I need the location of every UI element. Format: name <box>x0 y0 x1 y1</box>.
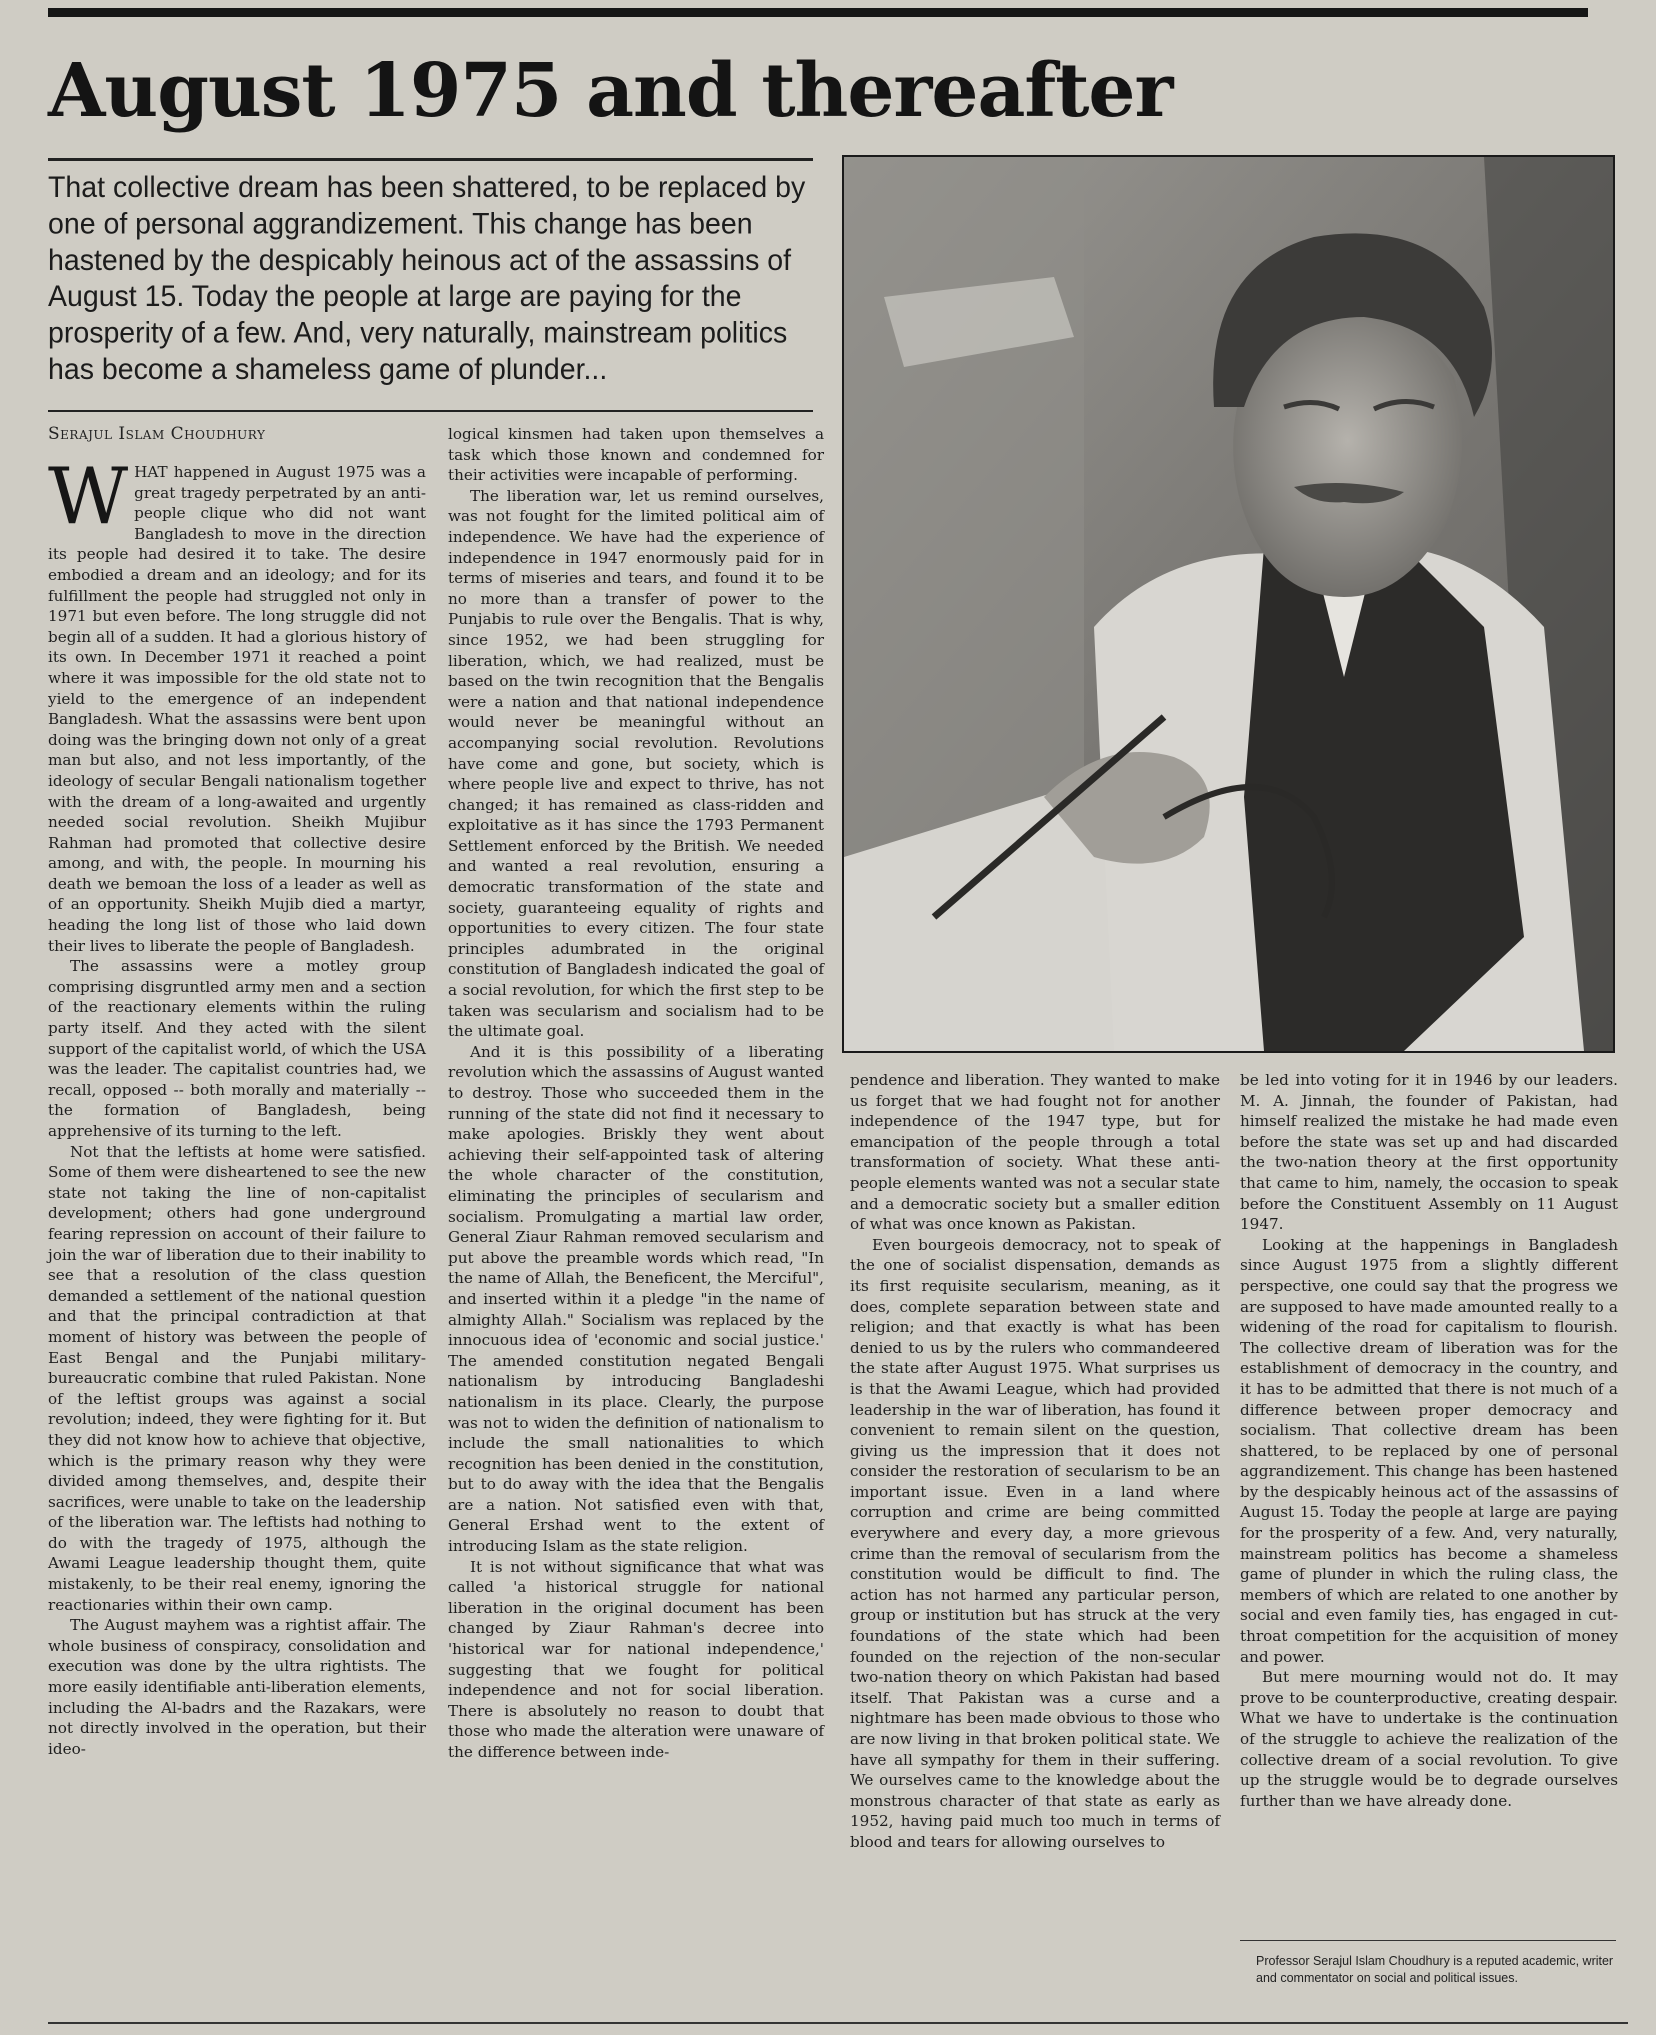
byline: Serajul Islam Choudhury <box>48 424 266 444</box>
deck: That collective dream has been shattered, to be replaced by one of personal aggrandizement. This change has been hastened by the despicably heinous act of the assassins of August 15. Today the people at large are paying for the prosperity of a few. And, very naturally, mainstream politics has become a shameless game of plunder... <box>48 171 806 387</box>
paragraph-1-4: The August mayhem was a rightist affair. The whole business of conspiracy, consolidation and execution was done by the ultra rightists. The more easily identifiable anti-liberation elements, including the Al-badrs and the Razakars, were not directly involved in the operation, but their ideo- <box>48 1616 426 1758</box>
author-credit: Professor Serajul Islam Choudhury is a reputed academic, writer and commentator on social and political issues. <box>1256 1954 1614 1985</box>
credit-rule <box>1240 1940 1616 1941</box>
paragraph-3-1: pendence and liberation. They wanted to make us forget that we had fought not for another independence of the 1947 type, but for emancipation of the people through a total transformation of society. What these anti-people elements wanted was not a secular state and a democratic society but a smaller edition of what was once known as Pakistan. <box>850 1071 1220 1234</box>
column-4 <box>1240 1070 1618 1811</box>
paragraph-3-2: Even bourgeois democracy, not to speak of the one of socialist dispensation, demands as its first requisite secularism, meaning, as it does, complete separation between state and religion; and that exactly is what has been denied to us by the rulers who commandeered the state after August 1975. What surprises us is that the Awami League, which had provided leadership in the war of liberation, has found it convenient to remain silent on the question, giving us the impression that it does not consider the restoration of secularism to be an important issue. Even in a land where corruption and crime are being committed everywhere and every day, a more grievous crime than the removal of secularism from the constitution would be difficult to find. The action has not harmed any particular person, group or institution but has struck at the very foundations of the state which had been founded on the rejection of the non-secular two-nation theory on which Pakistan had based itself. That Pakistan was a curse and a nightmare has been made obvious to those who are now living in that broken political state. We have all sympathy for them in their suffering. We ourselves came to the knowledge about the monstrous character of that state as early as 1952, having paid much too much in terms of blood and tears for allowing ourselves to <box>850 1235 1220 1851</box>
column-1 <box>48 452 426 1759</box>
drop-cap: W <box>48 452 129 542</box>
portrait-photo <box>842 155 1615 1053</box>
paragraph-4-1: be led into voting for it in 1946 by our leaders. M. A. Jinnah, the founder of Pakistan, had himself realized the mistake he had made even before the state was set up and had discarded the two-nation theory at the first opportunity that came to him, namely, the occasion to speak before the Constituent Assembly on 11 August 1947. <box>1240 1071 1618 1234</box>
bottom-rule <box>48 2022 1628 2024</box>
paragraph-4-2: Looking at the happenings in Bangladesh since August 1975 from a slightly different perspective, one could say that the progress we are supposed to have made amounted really to a widening of the road for capitalism to flourish. The collective dream of liberation was for the establishment of democracy in the country, and it has to be admitted that there is not much of a difference between proper democracy and socialism. That collective dream has been shattered, to be replaced by one of personal aggrandizement. This change has been hastened by the despicably heinous act of the assassins of August 15. Today the people at large are paying for the prosperity of a few. And, very naturally, mainstream politics has become a shameless game of plunder in which the ruling class, the members of which are related to one another by social and even family ties, has engaged in cut-throat competition for the acquisition of money and power. <box>1240 1235 1618 1666</box>
deck-rule-top <box>48 158 813 161</box>
column-3 <box>850 1070 1220 1853</box>
headline: August 1975 and thereafter <box>48 48 1173 134</box>
paragraph-2-4: It is not without significance that what was called 'a historical struggle for national liberation in the original document has been changed by Ziaur Rahman's decree into 'historical war for national independence,' suggesting that we fought for political independence and not for social liberation. There is absolutely no reason to doubt that those who made the alteration were unaware of the difference between inde- <box>448 1557 824 1761</box>
paragraph-1-3: Not that the leftists at home were satisfied. Some of them were disheartened to see the new state not taking the line of non-capitalist development; others had gone underground fearing repression on account of their failure to join the war of liberation due to their inability to see that a resolution of the class question demanded a settlement of the national question and that the principal contradiction at that moment of history was between the people of East Bengal and the Punjabi military-bureaucratic combine that ruled Pakistan. None of the leftist groups was against a social revolution; indeed, they were fighting for it. But they did not know how to achieve that objective, which is the primary reason why they were divided among themselves, and, despite their sacrifices, were unable to take on the leadership of the liberation war. The leftists had nothing to do with the tragedy of 1975, although the Awami League leadership thought them, quite mistakenly, to be their real enemy, ignoring the reactionaries within their own camp. <box>48 1142 426 1614</box>
paragraph-1-2: The assassins were a motley group comprising disgruntled army men and a section of the reactionary elements within the ruling party itself. And they acted with the silent support of the capitalist world, of which the USA was the leader. The capitalist countries had, we recall, opposed -- both morally and materially -- the formation of Bangladesh, being apprehensive of its turning to the left. <box>48 957 426 1140</box>
deck-rule-bottom <box>48 410 813 412</box>
top-rule <box>48 8 1588 17</box>
paragraph-1-1-text: HAT happened in August 1975 was a great tragedy perpetrated by an anti-people clique who did not want Bangladesh to move in the direction its people had desired it to take. The desire embodied a dream and an ideology; and for its fulfillment the people had struggled not only in 1971 but even before. The long struggle did not begin all of a sudden. It had a glorious history of its own. In December 1971 it reached a point where it was impossible for the old state not to yield to the emergence of an independent Bangladesh. What the assassins were bent upon doing was the bringing down not only of a great man but also, and not less importantly, of the ideology of secular Bengali nationalism together with the dream of a long-awaited and urgently needed social revolution. Sheikh Mujibur Rahman had promoted that collective desire among, and with, the people. In mourning his death we bemoan the loss of a leader as well as of an opportunity. Sheikh Mujib died a martyr, heading the long list of those who laid down their lives to liberate the people of Bangladesh. <box>48 463 426 955</box>
column-2 <box>448 424 824 1763</box>
portrait-illustration <box>844 157 1613 1051</box>
paragraph-1-1 <box>48 452 426 956</box>
paragraph-4-3: But mere mourning would not do. It may prove to be counterproductive, creating despair. What we have to undertake is the continuation of the struggle to achieve the realization of the collective dream of a social revolution. To give up the struggle would be to degrade ourselves further than we have already done. <box>1240 1668 1618 1810</box>
paragraph-2-2: The liberation war, let us remind ourselves, was not fought for the limited political aim of independence. We have had the experience of independence in 1947 enormously paid for in terms of miseries and tears, and found it to be no more than a transfer of power to the Punjabis to rule over the Bengalis. That is why, since 1952, we had been struggling for liberation, which, we had realized, must be based on the twin recognition that the Bengalis were a nation and that national independence would never be meaningful without an accompanying social revolution. Revolutions have come and gone, but society, which is where people live and expect to thrive, has not changed; it has remained as class-ridden and exploitative as it has since the 1793 Permanent Settlement enforced by the British. We needed and wanted a real revolution, ensuring a democratic transformation of the state and society, guaranteeing equality of rights and opportunities to every citizen. The four state principles adumbrated in the original constitution of Bangladesh indicated the goal of a social revolution, for which the first step to be taken was secularism and socialism had to be the ultimate goal. <box>448 486 824 1041</box>
paragraph-2-1: logical kinsmen had taken upon themselves a task which those known and condemned for their activities were incapable of performing. <box>448 425 824 485</box>
paragraph-2-3: And it is this possibility of a liberating revolution which the assassins of August wanted to destroy. Those who succeeded them in the running of the state did not find it necessary to make apologies. Briskly they went about achieving their self-appointed task of altering the whole character of the constitution, eliminating the principles of secularism and socialism. Promulgating a martial law order, General Ziaur Rahman removed secularism and put above the preamble words which read, "In the name of Allah, the Beneficent, the Merciful", and inserted within it a pledge "in the name of almighty Allah." Socialism was replaced by the innocuous idea of 'economic and social justice.' The amended constitution negated Bengali nationalism by introducing Bangladeshi nationalism in its place. Clearly, the purpose was not to widen the definition of nationalism to include the small nationalities to which recognition has been denied in the constitution, but to do away with the idea that the Bengalis are a nation. Not satisfied even with that, General Ershad went to the extent of introducing Islam as the state religion. <box>448 1042 824 1556</box>
